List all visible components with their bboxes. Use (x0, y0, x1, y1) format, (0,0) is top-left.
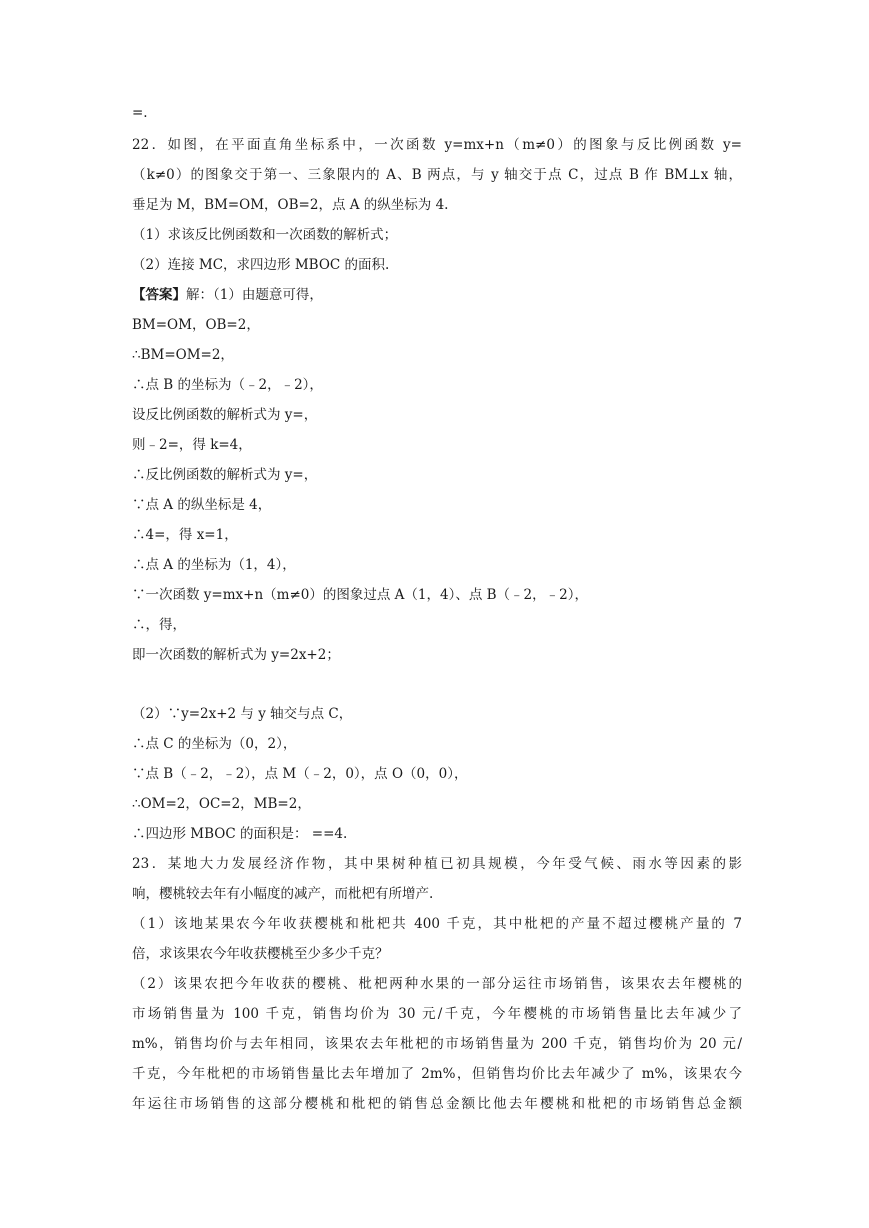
q23-part-1-line-2: 倍，求该果农今年收获樱桃至少多少千克？ (132, 946, 389, 962)
solution-part2-line: （2）∵y=2x+2 与 y 轴交与点 C， (132, 706, 353, 722)
solution-line: ∵点 A 的纵坐标是 4， (132, 497, 272, 513)
q23-part-2-line-4: 千克，今年枇杷的市场销售量比去年增加了 2m%，但销售均价比去年减少了 m%，该果农今 (132, 1066, 742, 1082)
solution-line: ∴点 A 的坐标为（1，4）， (132, 557, 296, 573)
answer-label: 【答案】 (132, 287, 186, 303)
text-line-prev-end: =. (132, 105, 148, 121)
answer-intro: 解：（1）由题意可得， (186, 287, 323, 303)
solution-part2-line: ∴四边形 MBOC 的面积是： ==4. (132, 826, 348, 842)
q23-stem-line-1: 23．某地大力发展经济作物，其中果树种植已初具规模，今年受气候、雨水等因素的影 (132, 856, 742, 872)
solution-line: BM=OM，OB=2， (132, 317, 260, 333)
q22-stem-line-1: 22．如图，在平面直角坐标系中，一次函数 y=mx+n（m≠0）的图象与反比例函数 y= (132, 137, 742, 153)
q23-part-2-line-5: 年运往市场销售的这部分樱桃和枇杷的销售总金额比他去年樱桃和枇杷的市场销售总金额 (132, 1096, 742, 1112)
q23-part-2-line-3: m%，销售均价与去年相同，该果农去年枇杷的市场销售量为 200 千克，销售均价为 20 元/ (132, 1036, 742, 1052)
solution-line: 则﹣2=，得 k=4， (132, 437, 252, 453)
q23-part-2-line-2: 市场销售量为 100 千克，销售均价为 30 元/千克，今年樱桃的市场销售量比去年减少了 (132, 1006, 742, 1022)
q22-stem-line-2: （k≠0）的图象交于第一、三象限内的 A、B 两点，与 y 轴交于点 C，过点 B 作 BM⊥x 轴， (132, 167, 742, 183)
solution-line: ∴4=，得 x=1， (132, 527, 238, 543)
solution-line: 即一次函数的解析式为 y=2x+2； (132, 647, 340, 663)
q23-part-1-line-1: （1）该地某果农今年收获樱桃和枇杷共 400 千克，其中枇杷的产量不超过樱桃产量的 7 (132, 916, 742, 932)
q23-stem-line-2: 响，樱桃较去年有小幅度的减产，而枇杷有所增产. (132, 886, 434, 902)
q23-part-2-line-1: （2）该果农把今年收获的樱桃、枇杷两种水果的一部分运往市场销售，该果农去年樱桃的 (132, 976, 742, 992)
solution-part2-line: ∴点 C 的坐标为（0，2）， (132, 736, 297, 752)
solution-line: 设反比例函数的解析式为 y=， (132, 407, 318, 423)
solution-line: ∴反比例函数的解析式为 y=， (132, 467, 318, 483)
solution-part2-line: ∴OM=2，OC=2，MB=2， (132, 796, 311, 812)
answer-line (132, 285, 323, 305)
solution-line: ∴点 B 的坐标为（﹣2，﹣2）， (132, 377, 323, 393)
solution-line: ∴BM=OM=2， (132, 347, 234, 363)
q22-stem-line-3: 垂足为 M，BM=OM，OB=2，点 A 的纵坐标为 4. (132, 197, 449, 213)
q22-part-2: （2）连接 MC，求四边形 MBOC 的面积. (132, 257, 390, 273)
solution-line: ∵一次函数 y=mx+n（m≠0）的图象过点 A（1，4）、点 B（﹣2，﹣2）， (132, 587, 588, 603)
solution-part2-line: ∵点 B（﹣2，﹣2），点 M（﹣2，0），点 O（0，0）， (132, 766, 468, 782)
q22-part-1: （1）求该反比例函数和一次函数的解析式； (132, 227, 398, 243)
solution-line: ∴，得， (132, 617, 186, 633)
